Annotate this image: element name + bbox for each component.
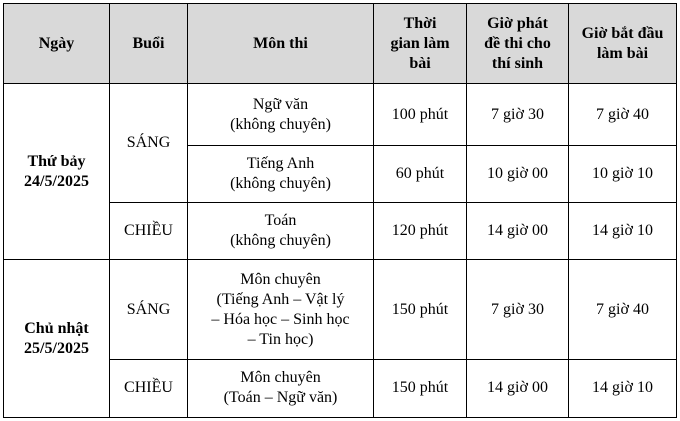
day-date: 25/5/2025 — [24, 339, 89, 357]
subject-cell — [188, 146, 374, 203]
exam-schedule-table — [3, 3, 677, 418]
subject-cell — [188, 203, 374, 260]
duration-cell: 120 phút — [374, 203, 467, 260]
start-time-cell: 7 giờ 40 — [569, 84, 677, 146]
day-cell — [4, 260, 110, 418]
day-name: Thứ bảy — [27, 152, 86, 170]
table-row — [4, 260, 677, 359]
subject-cell — [188, 84, 374, 146]
subject-line: Môn chuyên — [240, 369, 321, 387]
duration-cell: 150 phút — [374, 260, 467, 359]
subject-line: Tiếng Anh — [246, 155, 315, 173]
day-name: Chủ nhật — [24, 319, 89, 337]
header-hand-out-line: đề thi cho — [484, 34, 551, 52]
session-cell: CHIỀU — [110, 359, 188, 417]
header-hand-out-line: Giờ phát — [487, 14, 548, 32]
header-start-line: làm bài — [596, 44, 649, 62]
subject-line: (Tiếng Anh – Vật lý — [216, 290, 345, 308]
header-hand-out-line: thí sinh — [491, 54, 544, 72]
header-duration — [374, 4, 467, 84]
hand-out-time-cell: 7 giờ 30 — [467, 260, 569, 359]
hand-out-time-cell: 14 giờ 00 — [467, 359, 569, 417]
subject-line: (không chuyên) — [230, 232, 331, 250]
hand-out-time-cell: 7 giờ 30 — [467, 84, 569, 146]
day-cell — [4, 84, 110, 260]
header-duration-line: bài — [409, 54, 431, 72]
start-time-cell: 14 giờ 10 — [569, 359, 677, 417]
header-duration-line: gian làm — [390, 34, 450, 52]
session-cell: SÁNG — [110, 260, 188, 359]
table-body — [4, 84, 677, 418]
subject-line: – Hóa học – Sinh học — [211, 310, 350, 328]
subject-cell — [188, 260, 374, 359]
duration-cell: 100 phút — [374, 84, 467, 146]
subject-line: Môn chuyên — [240, 270, 321, 288]
duration-cell: 150 phút — [374, 359, 467, 417]
header-hand-out-time — [467, 4, 569, 84]
subject-line: Ngữ văn — [252, 95, 309, 113]
session-cell: SÁNG — [110, 84, 188, 203]
start-time-cell: 7 giờ 40 — [569, 260, 677, 359]
day-date: 24/5/2025 — [24, 172, 89, 190]
start-time-cell: 10 giờ 10 — [569, 146, 677, 203]
header-subject: Môn thi — [188, 4, 374, 84]
header-row — [4, 4, 677, 84]
duration-cell: 60 phút — [374, 146, 467, 203]
hand-out-time-cell: 10 giờ 00 — [467, 146, 569, 203]
header-session: Buổi — [110, 4, 188, 84]
start-time-cell: 14 giờ 10 — [569, 203, 677, 260]
header-start-time — [569, 4, 677, 84]
table-header — [4, 4, 677, 84]
header-duration-line: Thời — [403, 14, 437, 32]
header-day: Ngày — [4, 4, 110, 84]
table-row — [4, 84, 677, 146]
subject-line: (không chuyên) — [230, 175, 331, 193]
session-cell: CHIỀU — [110, 203, 188, 260]
subject-line: (Toán – Ngữ văn) — [223, 389, 338, 407]
header-start-line: Giờ bắt đầu — [581, 24, 664, 42]
subject-line: Toán — [264, 212, 297, 230]
subject-cell — [188, 359, 374, 417]
subject-line: – Tin học) — [247, 330, 314, 348]
hand-out-time-cell: 14 giờ 00 — [467, 203, 569, 260]
subject-line: (không chuyên) — [230, 115, 331, 133]
